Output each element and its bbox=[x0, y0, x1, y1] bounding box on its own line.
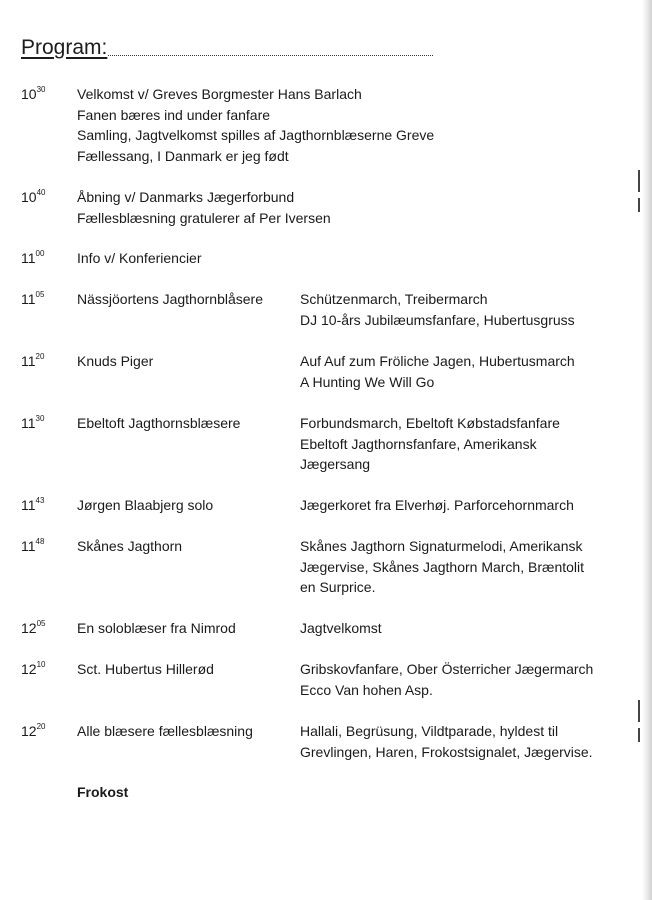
entry-time: $11^{20}$ bbox=[21, 352, 45, 369]
entry-performer: En soloblæser fra Nimrod bbox=[77, 620, 236, 636]
entry-time: $12^{10}$ bbox=[21, 660, 46, 677]
entry-music: Hallali, Begrüsung, Vildtparade, hyldest til Grevlingen, Haren, Frokostsignalet, Jægervise. bbox=[300, 723, 593, 760]
scan-mark bbox=[638, 170, 640, 192]
entry-music: Gribskovfanfare, Ober Österricher Jægermarch Ecco Van hohen Asp. bbox=[300, 661, 594, 698]
entry-performer: Jørgen Blaabjerg solo bbox=[77, 497, 214, 513]
entry-time: $12^{05}$ bbox=[21, 619, 46, 636]
dotted-leader bbox=[108, 54, 433, 56]
entry-music: Jagtvelkomst bbox=[300, 620, 382, 636]
entry-performer: Skånes Jagthorn bbox=[77, 538, 183, 554]
entry-time: $11^{43}$ bbox=[21, 496, 45, 513]
entry-performer: Knuds Piger bbox=[77, 353, 154, 369]
closing-item: Frokost bbox=[77, 784, 129, 800]
entry-music: Jægerkoret fra Elverhøj. Parforcehornmarch bbox=[300, 497, 574, 513]
entry-performer: Alle blæsere fællesblæsning bbox=[77, 723, 253, 739]
page-title: Program: bbox=[21, 36, 108, 59]
entry-time: $12^{20}$ bbox=[21, 722, 46, 739]
entry-description: Info v/ Konferiencier bbox=[77, 250, 202, 266]
entry-time: $11^{30}$ bbox=[21, 414, 45, 431]
entry-performer: Sct. Hubertus Hillerød bbox=[77, 661, 214, 677]
entry-time: $11^{48}$ bbox=[21, 537, 45, 554]
entry-music: Auf Auf zum Fröliche Jagen, Hubertusmarch A Hunting We Will Go bbox=[300, 353, 575, 390]
heading-row bbox=[21, 36, 433, 60]
entry-time: $11^{05}$ bbox=[21, 290, 45, 307]
page-edge-shadow bbox=[642, 0, 652, 900]
entry-music: Forbundsmarch, Ebeltoft Købstadsfanfare Ebeltoft Jagthornsfanfare, Amerikansk Jægersang bbox=[300, 415, 560, 472]
entry-performer: Nässjöortens Jagthornblåsere bbox=[77, 291, 263, 307]
entry-performer: Ebeltoft Jagthornsblæsere bbox=[77, 415, 241, 431]
entry-time: $10^{40}$ bbox=[21, 188, 46, 205]
entry-time: $11^{00}$ bbox=[21, 249, 45, 266]
entry-music: Skånes Jagthorn Signaturmelodi, Amerikansk Jægervise, Skånes Jagthorn March, Bræntolit en Surprice. bbox=[300, 538, 585, 595]
entry-music: Schützenmarch, Treibermarch DJ 10-års Jubilæumsfanfare, Hubertusgruss bbox=[300, 291, 575, 328]
scan-mark bbox=[638, 198, 640, 212]
entry-description: Åbning v/ Danmarks Jægerforbund Fællesblæsning gratulerer af Per Iversen bbox=[77, 189, 331, 226]
entry-description: Velkomst v/ Greves Borgmester Hans Barlach Fanen bæres ind under fanfare Samling, Jagtvelkomst spilles af Jagthornblæserne Greve Fællessang, I Danmark er jeg født bbox=[77, 86, 435, 164]
entry-time: $10^{30}$ bbox=[21, 85, 46, 102]
scan-mark bbox=[638, 728, 640, 742]
scan-mark bbox=[638, 700, 640, 722]
